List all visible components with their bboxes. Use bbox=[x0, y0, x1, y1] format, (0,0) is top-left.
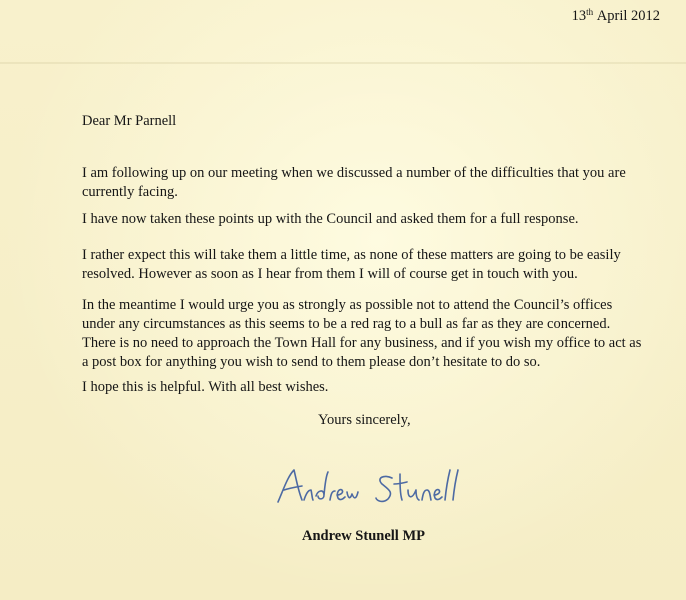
paper-fold-line bbox=[0, 62, 686, 64]
salutation: Dear Mr Parnell bbox=[82, 113, 177, 129]
date-day: 13 bbox=[571, 8, 587, 24]
date-ordinal: th bbox=[586, 7, 594, 17]
paragraph-1: I am following up on our meeting when we discussed a number of the difficulties that you are currently facing. bbox=[82, 165, 626, 200]
signatory-name: Andrew Stunell MP bbox=[302, 528, 425, 544]
letter-date bbox=[572, 8, 660, 25]
closing: Yours sincerely, bbox=[318, 412, 411, 428]
paragraph-3: I rather expect this will take them a little time, as none of these matters are going to be easily resolved. However as soon as I hear from them I will of course get in touch with you. bbox=[82, 247, 621, 282]
paragraph-2: I have now taken these points up with the Council and asked them for a full response. bbox=[82, 211, 579, 227]
paragraph-4: In the meantime I would urge you as strongly as possible not to attend the Council’s offices under any circumstances as this seems to be a red rag to a bull as far as they are concerned. There is no need to approach the Town Hall for any business, and if you wish my office to act as a post box for anything you wish to send to them please don’t hesitate to do so. bbox=[82, 297, 642, 370]
paragraph-5: I hope this is helpful. With all best wishes. bbox=[82, 379, 329, 395]
handwritten-signature bbox=[272, 462, 472, 510]
date-month-year: April 2012 bbox=[596, 8, 660, 24]
